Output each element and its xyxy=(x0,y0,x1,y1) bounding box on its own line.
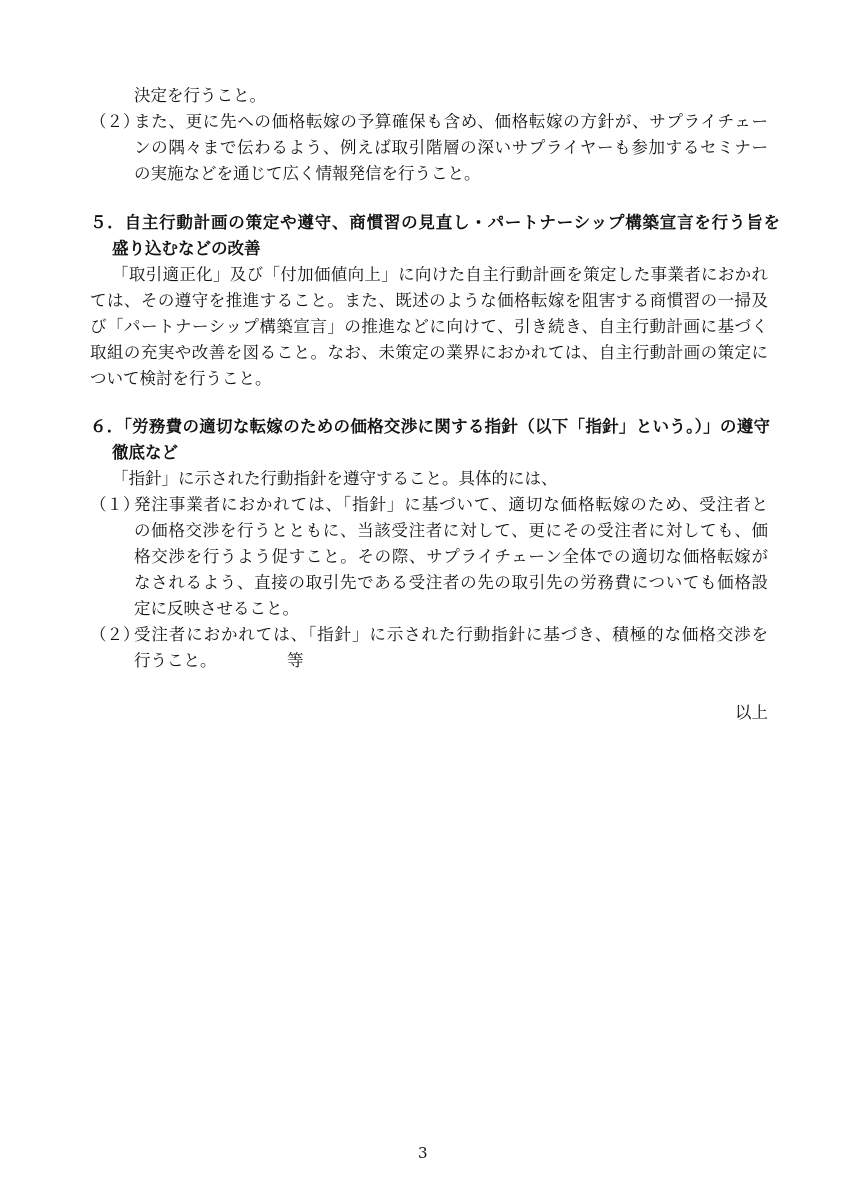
item-text-line: また、更に先への価格転嫁の予算確保も含め、価格転嫁の方針が、サプライチェー xyxy=(134,112,768,131)
section-5-body-line: 「取引適正化」及び「付加価値向上」に向けた自主行動計画を策定した事業者におかれ xyxy=(112,265,768,284)
item-label: （１） xyxy=(90,495,140,514)
section-5-body-line: び「パートナーシップ構築宣言」の推進などに向けて、引き続き、自主行動計画に基づく xyxy=(90,317,768,336)
section-5-heading: ５．自主行動計画の策定や遵守、商慣習の見直し・パートナーシップ構築宣言を行う旨を xyxy=(90,213,780,232)
section-5-body-line: ては、その遵守を推進すること。また、既述のような価格転嫁を阻害する商慣習の一掃及 xyxy=(90,291,768,310)
section-6-heading-cont: 徹底など xyxy=(112,443,178,462)
page-number: 3 xyxy=(418,1144,428,1162)
section-5-body-line: ついて検討を行うこと。 xyxy=(90,369,272,388)
item-text-line: 受注者におかれては、「指針」に示された行動指針に基づき、積極的な価格交渉を xyxy=(134,625,768,644)
item-text-line: なされるよう、直接の取引先である受注者の先の取引先の労務費についても価格設 xyxy=(134,573,768,592)
section-6-intro: 「指針」に示された行動指針を遵守すること。具体的には、 xyxy=(112,469,558,488)
closing-mark: 以上 xyxy=(735,703,768,722)
item-label: （２） xyxy=(90,112,140,131)
item-text-line: の価格交渉を行うとともに、当該受注者に対して、更にその受注者に対しても、価 xyxy=(134,521,768,540)
section-5-body-line: 取組の充実や改善を図ること。なお、未策定の業界におかれては、自主行動計画の策定に xyxy=(90,343,769,362)
item-text-line: ンの隅々まで伝わるよう、例えば取引階層の深いサプライヤーも参加するセミナー xyxy=(134,138,768,157)
section-5-heading-cont: 盛り込むなどの改善 xyxy=(112,239,261,258)
item-text-line: 定に反映させること。 xyxy=(134,599,299,618)
continuation-line: 決定を行うこと。 xyxy=(134,86,266,105)
item-label: （２） xyxy=(90,625,140,644)
item-text-line: の実施などを通じて広く情報発信を行うこと。 xyxy=(134,164,481,183)
item-text-line: 行うこと。 xyxy=(134,651,217,670)
item-text-line: 発注事業者におかれては、「指針」に基づいて、適切な価格転嫁のため、受注者と xyxy=(134,495,768,514)
item-text-line: 格交渉を行うよう促すこと。その際、サプライチェーン全体での適切な価格転嫁が xyxy=(134,547,768,566)
item-suffix: 等 xyxy=(287,651,304,670)
section-6-heading: ６．「労務費の適切な転嫁のための価格交渉に関する指針（以下「指針」という。）」の遵守 xyxy=(90,417,770,436)
